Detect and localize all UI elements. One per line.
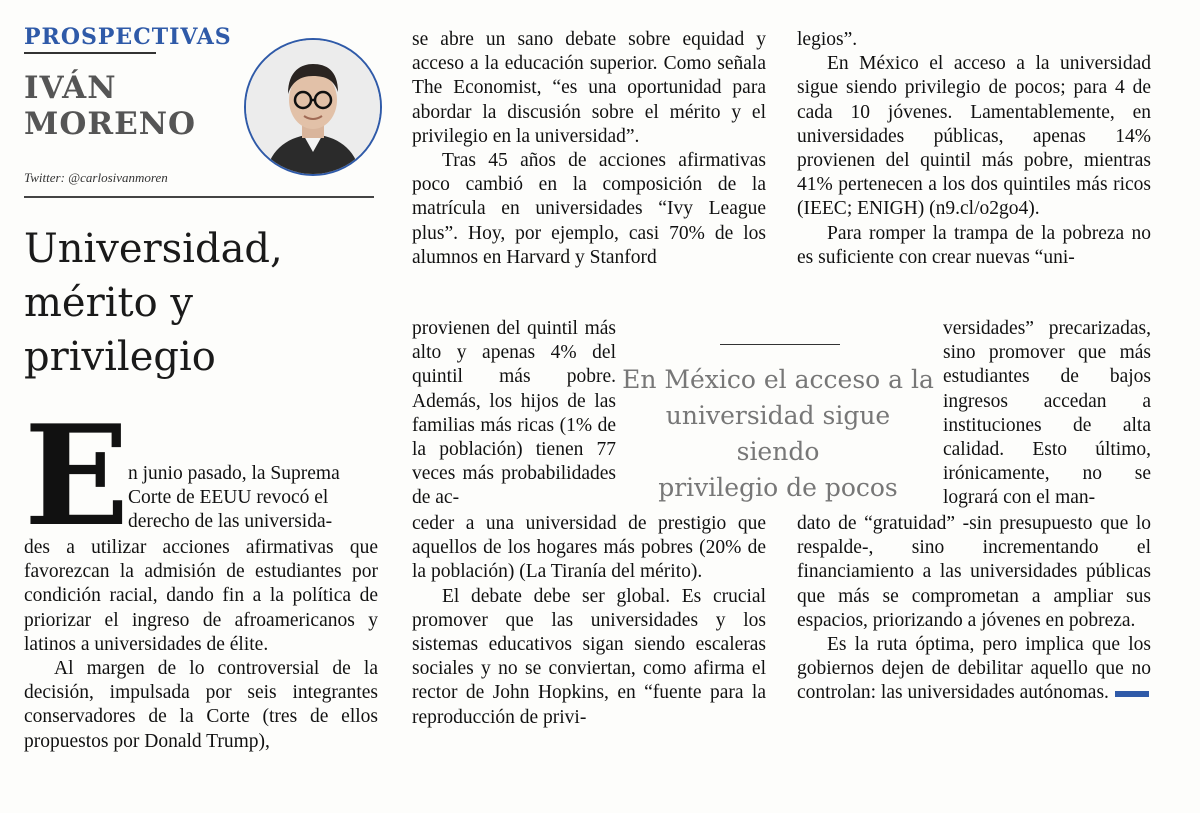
col3-para1: En México el acceso a la universidad sigue siendo privilegio de pocos; para 4 de cada 10 jóvenes. Lamentablemente, en universidades públicas, apenas 14% provienen del quintil más pobre, mientras 41% pertenecen a los dos quintiles más ricos (IEEC; ENIGH) (n9.cl/o2go4). [797,53,1151,220]
col3-para3-text: Es la ruta óptima, pero implica que los gobiernos dejen de debilitar aquello que no controlan: las universidades autónomas. [797,634,1151,704]
column-3-narrow [943,317,1151,511]
drop-line-3: derecho de las universida- [128,511,333,533]
pull-quote [622,362,934,506]
drop-line-2: Corte de EEUU revocó el [128,487,329,509]
col1-para2: Al margen de lo controversial de la decisión, impulsada por seis integrantes conservadores de la Corte (tres de ellos propuestos por Donald Trump), [24,658,378,752]
col3-para3 [797,633,1151,706]
col1-dropcap-lines [128,462,378,535]
col2-para1: se abre un sano debate sobre equidad y acceso a la educación superior. Como señala The Economist, “es una oportunidad para abordar la discusión sobre el mérito y el privilegio en la universidad”. [412,29,766,147]
section-title: PROSPECTIVAS [24,24,232,50]
author-first-name: IVÁN [24,70,117,106]
author-portrait-icon [246,40,380,174]
column-1 [24,536,378,754]
col2-para3: El debate debe ser global. Es crucial promover que las universidades y los sistemas educativos sigan siendo escaleras sociales y no se conviertan, como afirma el rector de John Hopkins, en “fuente para la reproducción de privi- [412,585,766,728]
column-2-top [412,28,766,270]
author-name [24,70,196,142]
pull-quote-line-2: universidad sigue siendo [665,401,891,466]
col3-para2-narrow: versidades” precarizadas, sino promover que más estudiantes de bajos ingresos accedan a instituciones de alta calidad. Esto último, irónicamente, no se logrará con el man- [943,318,1151,509]
author-twitter: Twitter: @carlosivanmoren [24,170,168,185]
pull-quote-rule [720,344,840,345]
header-rule [24,196,374,198]
drop-cap: E [24,394,130,557]
section-rule [24,52,156,54]
column-2-narrow [412,317,616,511]
author-photo [244,38,382,176]
article-headline [24,222,374,384]
drop-line-1: n junio pasado, la Suprema [128,463,340,484]
col2-para2-top: Tras 45 años de acciones afirmativas poco cambió en la composición de la matrícula en universidades “Ivy League plus”. Hoy, por ejemplo, casi 70% de los alumnos en Harvard y Stanford [412,150,766,268]
headline-line-2: mérito y [24,280,193,326]
pull-quote-line-3: privilegio de pocos [658,473,898,502]
author-last-name: MORENO [24,106,197,142]
col2-para2-bottom: ceder a una universidad de prestigio que aquellos de los hogares más pobres (20% de la población) (La Tiranía del mérito). [412,513,766,583]
column-2-bottom [412,512,766,730]
col3-para2-bottom: dato de “gratuidad” -sin presupuesto que lo respalde-, sino incrementando el financiamiento a las universidades públicas que más se comprometan a ampliar sus espacios, priorizando a jóvenes en pobreza. [797,513,1151,631]
headline-line-3: privilegio [24,334,216,380]
column-3-top [797,28,1151,270]
col3-para0: legios”. [797,29,858,50]
column-3-bottom [797,512,1151,706]
col2-para2-narrow: provienen del quintil más alto y apenas 4% del quintil más pobre. Además, los hijos de las familias más ricas (1% de la población) tienen 77 veces más probabilidades de ac- [412,318,616,509]
col3-para2-top: Para romper la trampa de la pobreza no es suficiente con crear nuevas “uni- [797,222,1151,268]
headline-line-1: Universidad, [24,226,283,272]
pull-quote-line-1: En México el acceso a la [622,365,934,394]
col1-para1: des a utilizar acciones afirmativas que favorezcan la admisión de estudiantes por condición racial, dando fin a la política de priorizar el ingreso de afroamericanos y latinos a universidades de élite. [24,537,378,655]
end-of-article-mark [1115,691,1149,697]
